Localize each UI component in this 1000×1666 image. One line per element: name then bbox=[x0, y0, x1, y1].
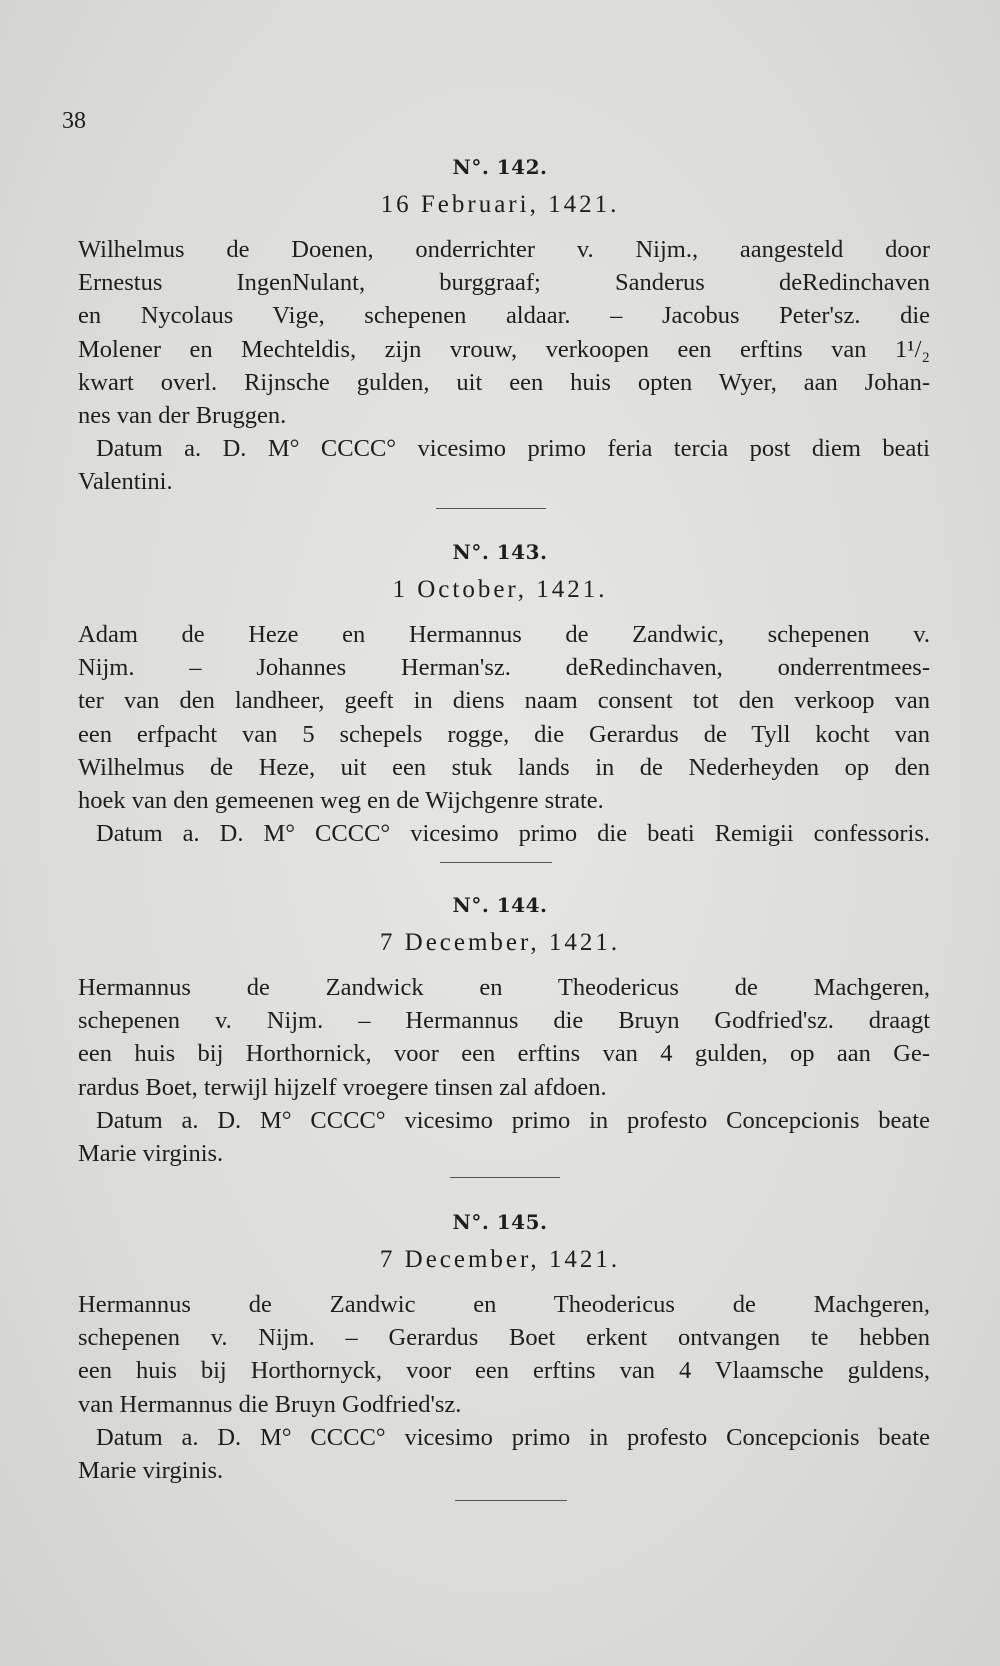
text-line: een huis bij Horthornyck, voor een erftins van 4 Vlaamsche guldens, bbox=[78, 1357, 930, 1385]
section-divider bbox=[436, 508, 546, 509]
text-line: Datum a. D. M° CCCC° vicesimo primo in profesto Concepcionis beate bbox=[96, 1106, 930, 1134]
text-line: kwart overl. Rijnsche gulden, uit een huis opten Wyer, aan Johan- bbox=[78, 368, 930, 396]
text-line: Adam de Heze en Hermannus de Zandwic, schepenen v. bbox=[78, 621, 930, 648]
text-line: Molener en Mechteldis, zijn vrouw, verkoopen een erftins van 1¹/₂ bbox=[78, 335, 930, 363]
text-line: schepenen v. Nijm. – Gerardus Boet erkent ontvangen te hebben bbox=[78, 1324, 930, 1352]
charter-entry bbox=[0, 893, 1000, 1170]
text-line: Datum a. D. M° CCCC° vicesimo primo in profesto Concepcionis beate bbox=[96, 1423, 930, 1451]
section-divider bbox=[450, 1177, 560, 1178]
entry-number: N°. 144. bbox=[452, 893, 548, 917]
text-line: Nijm. – Johannes Herman'sz. deRedinchaven, onderrentmees- bbox=[78, 654, 930, 682]
text-line: Datum a. D. M° CCCC° vicesimo primo feria tercia post diem beati bbox=[96, 435, 930, 463]
page-number: 38 bbox=[62, 108, 86, 134]
entry-date: 1 October, 1421. bbox=[392, 576, 608, 603]
text-line: Valentini. bbox=[78, 468, 173, 496]
text-line: Marie virginis. bbox=[78, 1140, 224, 1168]
text-line: van Hermannus die Bruyn Godfried'sz. bbox=[78, 1390, 462, 1418]
section-divider bbox=[440, 862, 552, 863]
text-line: rardus Boet, terwijl hijzelf vroegere tinsen zal afdoen. bbox=[78, 1073, 607, 1101]
text-line: Datum a. D. M° CCCC° vicesimo primo die beati Remigii confessoris. bbox=[96, 820, 930, 848]
charter-entry bbox=[0, 1210, 1000, 1487]
text-line: schepenen v. Nijm. – Hermannus die Bruyn Godfried'sz. draagt bbox=[78, 1007, 930, 1035]
entry-text bbox=[78, 233, 930, 499]
text-line: Marie virginis. bbox=[78, 1457, 224, 1485]
entry-text bbox=[78, 1288, 930, 1487]
entry-number: N°. 143. bbox=[452, 540, 548, 564]
entry-number: N°. 142. bbox=[452, 155, 548, 179]
section-divider bbox=[455, 1500, 567, 1501]
text-line: Wilhelmus de Doenen, onderrichter v. Nijm., aangesteld door bbox=[78, 236, 930, 263]
text-line: een erfpacht van 5 schepels rogge, die Gerardus de Tyll kocht van bbox=[78, 720, 930, 748]
charter-entry bbox=[0, 155, 1000, 499]
charter-entry bbox=[0, 540, 1000, 850]
entry-number: N°. 145. bbox=[452, 1210, 548, 1234]
text-line: Wilhelmus de Heze, uit een stuk lands in de Nederheyden op den bbox=[78, 753, 930, 781]
entry-date: 7 December, 1421. bbox=[379, 1246, 621, 1273]
text-line: Hermannus de Zandwick en Theodericus de Machgeren, bbox=[78, 974, 930, 1001]
text-line: hoek van den gemeenen weg en de Wijchgenre strate. bbox=[78, 787, 604, 815]
entry-text bbox=[78, 971, 930, 1170]
entry-date: 7 December, 1421. bbox=[379, 929, 621, 956]
text-line: Ernestus IngenNulant, burggraaf; Sanderus deRedinchaven bbox=[78, 269, 930, 297]
text-line: ter van den landheer, geeft in diens naam consent tot den verkoop van bbox=[78, 687, 930, 715]
text-line: Hermannus de Zandwic en Theodericus de Machgeren, bbox=[78, 1291, 930, 1318]
text-line: en Nycolaus Vige, schepenen aldaar. – Jacobus Peter'sz. die bbox=[78, 302, 930, 330]
text-line: nes van der Bruggen. bbox=[78, 402, 287, 430]
entry-text bbox=[78, 618, 930, 850]
entry-date: 16 Februari, 1421. bbox=[380, 191, 620, 218]
text-line: een huis bij Horthornick, voor een erftins van 4 gulden, op aan Ge- bbox=[78, 1040, 930, 1068]
